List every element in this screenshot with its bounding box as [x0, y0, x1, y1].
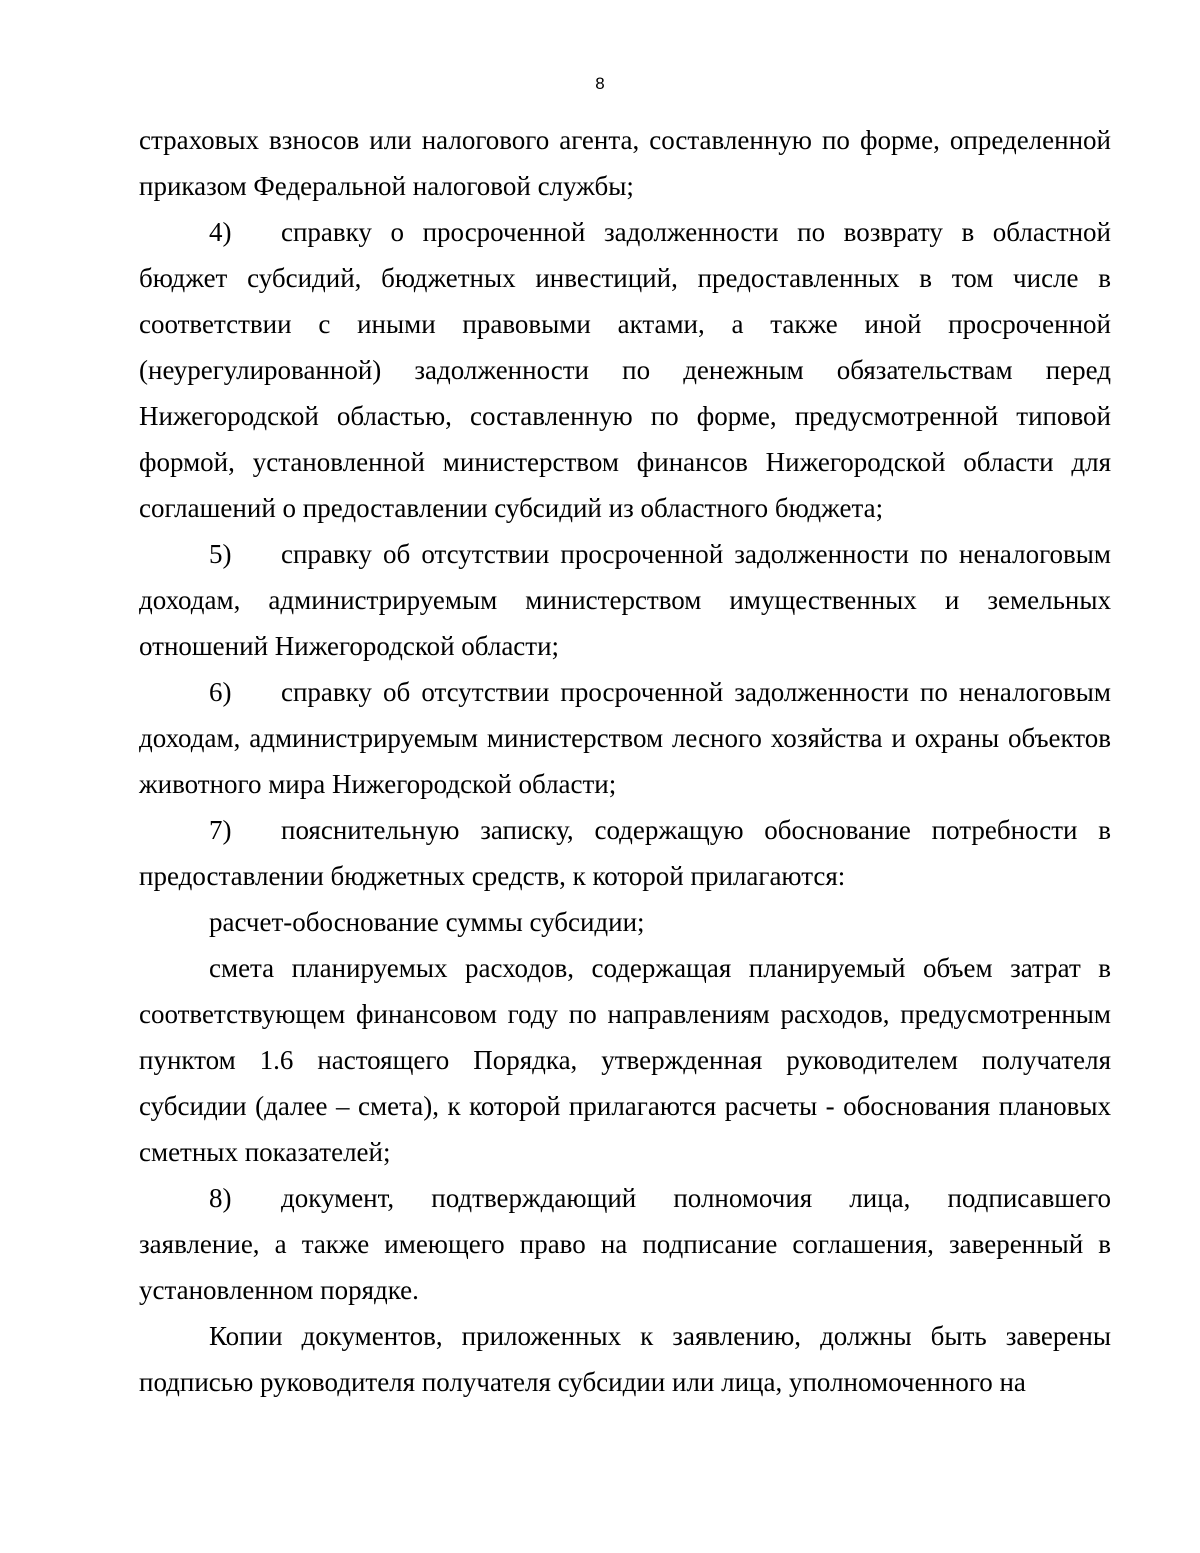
paragraph-text: страховых взносов или налогового агента, составленную по форме, определенной приказом Федеральной налоговой службы; — [139, 125, 1111, 201]
paragraph-text: расчет-обоснование суммы субсидии; — [209, 907, 645, 937]
list-item-8 — [139, 1175, 1111, 1313]
list-item-7 — [139, 807, 1111, 899]
paragraph-continued — [139, 117, 1111, 209]
item-text: пояснительную записку, содержащую обоснование потребности в предоставлении бюджетных средств, к которой прилагаются: — [139, 815, 1111, 891]
item-number: 5) — [209, 539, 232, 569]
item-number: 8) — [209, 1183, 232, 1213]
paragraph-text: Копии документов, приложенных к заявлению, должны быть заверены подписью руководителя получателя субсидии или лица, уполномоченного на — [139, 1321, 1111, 1397]
sub-item-calculation — [139, 899, 1111, 945]
sub-item-estimate — [139, 945, 1111, 1175]
item-text: документ, подтверждающий полномочия лица, подписавшего заявление, а также имеющего право на подписание соглашения, заверенный в установленном порядке. — [139, 1183, 1111, 1305]
paragraph-text: смета планируемых расходов, содержащая планируемый объем затрат в соответствующем финансовом году по направлениям расходов, предусмотренным пунктом 1.6 настоящего Порядка, утвержденная руководителем получателя субсидии (далее – смета), к которой прилагаются расчеты - обоснования плановых сметных показателей; — [139, 953, 1111, 1167]
item-number: 6) — [209, 677, 232, 707]
item-text: справку об отсутствии просроченной задолженности по неналоговым доходам, администрируемым министерством лесного хозяйства и охраны объектов животного мира Нижегородской области; — [139, 677, 1111, 799]
list-item-5 — [139, 531, 1111, 669]
list-item-6 — [139, 669, 1111, 807]
list-item-4 — [139, 209, 1111, 531]
page-number: 8 — [595, 74, 605, 93]
item-number: 4) — [209, 217, 232, 247]
item-number: 7) — [209, 815, 232, 845]
item-text: справку о просроченной задолженности по возврату в областной бюджет субсидий, бюджетных инвестиций, предоставленных в том числе в соответствии с иными правовыми актами, а также иной просроченной (неурегулированной) задолженности по денежным обязательствам перед Нижегородской областью, составленную по форме, предусмотренной типовой формой, установленной министерством финансов Нижегородской области для соглашений о предоставлении субсидий из областного бюджета; — [139, 217, 1111, 523]
document-body — [139, 117, 1111, 1405]
item-text: справку об отсутствии просроченной задолженности по неналоговым доходам, администрируемым министерством имущественных и земельных отношений Нижегородской области; — [139, 539, 1111, 661]
paragraph-copies — [139, 1313, 1111, 1405]
